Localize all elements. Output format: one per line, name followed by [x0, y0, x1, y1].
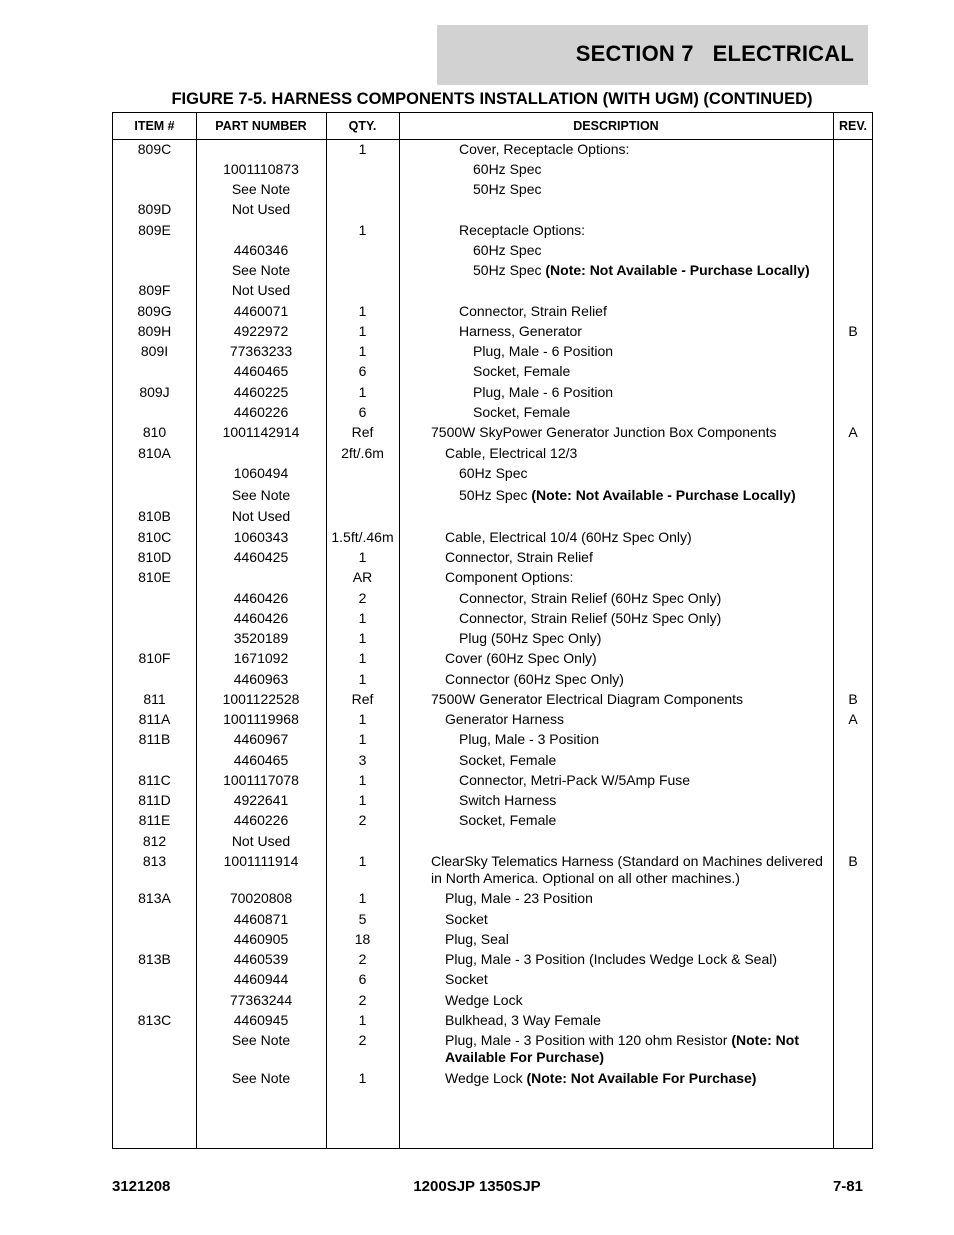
part-number-cell: See Note [231, 181, 291, 197]
description-text: Plug, Male - 3 Position with 120 ohm Resistor [445, 1032, 732, 1048]
description-cell [399, 343, 831, 360]
part-number-cell: See Note [231, 1070, 291, 1086]
section-header [437, 25, 868, 85]
part-number-cell: 4460426 [233, 610, 289, 626]
qty-cell: 1 [358, 222, 367, 238]
part-number-cell: 1001119968 [223, 711, 299, 727]
description-text: Cover, Receptacle Options: [459, 141, 630, 157]
part-number-cell: 1001117078 [223, 772, 299, 788]
description-cell [399, 650, 831, 667]
qty-cell: 1 [358, 731, 367, 747]
description-cell [399, 242, 831, 259]
description-cell [399, 424, 831, 441]
description-text: Cable, Electrical 12/3 [445, 445, 578, 461]
description-text: Receptacle Options: [459, 222, 586, 238]
description-cell [399, 911, 831, 928]
description-note: (Note: Not Available - Purchase Locally) [531, 487, 796, 503]
part-number-cell: 1671092 [233, 650, 289, 666]
description-cell [399, 590, 831, 607]
description-text: Socket [445, 971, 488, 987]
description-text: Generator Harness [445, 711, 565, 727]
description-line [459, 752, 831, 769]
description-text: Socket, Female [459, 752, 557, 768]
part-number-cell: 4460905 [233, 931, 289, 947]
qty-cell: 1 [358, 141, 367, 157]
item-cell: 810A [138, 445, 171, 461]
description-line [473, 181, 831, 198]
description-text: 7500W Generator Electrical Diagram Components [431, 691, 744, 707]
description-cell [399, 711, 831, 728]
description-cell [399, 1070, 831, 1087]
qty-cell: Ref [351, 691, 374, 707]
description-text-cont: in North America. Optional on all other machines.) [431, 870, 740, 886]
figure-title: FIGURE 7-5. HARNESS COMPONENTS INSTALLATION (WITH UGM) (CONTINUED) [171, 90, 813, 108]
description-line [445, 890, 831, 907]
rev-cell: A [848, 424, 858, 440]
description-line [445, 911, 831, 928]
description-text: Cover (60Hz Spec Only) [445, 650, 597, 666]
description-note-cont: Available For Purchase) [445, 1049, 604, 1065]
qty-cell: 2 [358, 1032, 367, 1048]
qty-cell: 1 [358, 384, 367, 400]
description-line [459, 590, 831, 607]
col-header-part-number: PART NUMBER [215, 119, 307, 133]
description-text: 50Hz Spec [473, 262, 546, 278]
description-text: 60Hz Spec [473, 242, 542, 258]
section-title: SECTION 7 ELECTRICAL [575, 41, 854, 66]
description-text: 60Hz Spec [459, 465, 528, 481]
description-cell [399, 303, 831, 320]
description-cell [399, 971, 831, 988]
description-line [445, 1070, 831, 1087]
description-line [459, 222, 831, 239]
item-cell: 811B [138, 731, 171, 747]
part-number-cell: 4460425 [233, 549, 289, 565]
description-cell [399, 610, 831, 627]
description-text: Plug, Male - 3 Position (Includes Wedge Lock & Seal) [445, 951, 778, 967]
description-cell [399, 161, 831, 178]
part-number-cell: Not Used [231, 508, 291, 524]
part-number-cell: 4460071 [233, 303, 289, 319]
description-line [459, 812, 831, 829]
part-number-cell: 4460226 [233, 404, 289, 420]
description-line [473, 343, 831, 360]
part-number-cell: 1060494 [233, 465, 289, 481]
description-cell [399, 529, 831, 546]
description-text: Plug, Male - 6 Position [473, 343, 614, 359]
part-number-cell: 4922641 [233, 792, 289, 808]
description-text: Connector (60Hz Spec Only) [445, 671, 624, 687]
item-cell: 809C [137, 141, 172, 157]
description-text: Socket, Female [459, 812, 557, 828]
part-number-cell: See Note [231, 262, 291, 278]
footer-page-number: 7-81 [832, 1178, 863, 1195]
description-cell [399, 992, 831, 1009]
description-line [445, 711, 831, 728]
part-number-cell: Not Used [231, 282, 291, 298]
description-cell [399, 569, 831, 586]
part-number-cell: 77363233 [229, 343, 293, 359]
description-cell [399, 691, 831, 708]
part-number-cell: 4460963 [233, 671, 289, 687]
qty-cell: 1 [358, 711, 367, 727]
description-cell [399, 549, 831, 566]
description-cell [399, 404, 831, 421]
item-cell: 809D [137, 201, 172, 217]
description-cell [399, 181, 831, 198]
description-text: Connector, Strain Relief [445, 549, 593, 565]
description-cell [399, 890, 831, 907]
description-cell [399, 222, 831, 239]
qty-cell: 2 [358, 590, 367, 606]
description-cell [399, 445, 831, 462]
part-number-cell: 4460426 [233, 590, 289, 606]
part-number-cell: 4460944 [233, 971, 289, 987]
description-line [445, 931, 831, 948]
part-number-cell: 4922972 [233, 323, 289, 339]
qty-cell: 2 [358, 951, 367, 967]
description-note: (Note: Not Available - Purchase Locally) [545, 262, 810, 278]
description-line [459, 772, 831, 789]
description-text: 50Hz Spec [473, 181, 542, 197]
col-header-qty: QTY. [348, 119, 377, 133]
description-text: Plug, Seal [445, 931, 509, 947]
qty-cell: 1 [358, 1070, 367, 1086]
description-line [459, 487, 831, 504]
description-cell [399, 752, 831, 769]
description-text: Connector, Strain Relief [459, 303, 607, 319]
description-line [473, 161, 831, 178]
description-line [445, 529, 831, 546]
qty-cell: 1 [358, 303, 367, 319]
qty-cell: 1 [358, 853, 367, 869]
description-cell [399, 465, 831, 482]
description-line [459, 610, 831, 627]
description-text: Plug, Male - 23 Position [445, 890, 593, 906]
description-line [459, 465, 831, 482]
footer-model: 1200SJP 1350SJP [413, 1178, 541, 1195]
description-text: Socket, Female [473, 363, 571, 379]
col-header-item: ITEM # [134, 119, 175, 133]
qty-cell: 1 [358, 671, 367, 687]
part-number-cell: 70020808 [229, 890, 293, 906]
description-text: Socket [445, 911, 488, 927]
description-cell [399, 323, 831, 340]
description-cell [399, 630, 831, 647]
item-cell: 809I [140, 343, 169, 359]
description-line [473, 262, 831, 279]
part-number-cell: 4460346 [233, 242, 289, 258]
description-note: (Note: Not Available For Purchase) [526, 1070, 757, 1086]
description-cell [399, 853, 831, 887]
part-number-cell: 3520189 [233, 630, 289, 646]
part-number-cell: 1060343 [233, 529, 289, 545]
part-number-cell: 1001122528 [222, 691, 300, 707]
qty-cell: 2 [358, 812, 367, 828]
item-cell: 813B [138, 951, 171, 967]
part-number-cell: 4460967 [233, 731, 289, 747]
description-text: Plug, Male - 3 Position [459, 731, 600, 747]
qty-cell: 1 [358, 772, 367, 788]
description-cell [399, 1012, 831, 1029]
qty-cell: AR [352, 569, 373, 585]
qty-cell: 5 [358, 911, 367, 927]
description-text: Harness, Generator [459, 323, 582, 339]
item-cell: 811C [138, 772, 171, 788]
item-cell: 812 [142, 833, 167, 849]
description-line [431, 691, 831, 708]
description-text: Bulkhead, 3 Way Female [445, 1012, 601, 1028]
item-cell: 813A [138, 890, 171, 906]
part-number-cell: 77363244 [229, 992, 293, 1008]
qty-cell: 1 [358, 1012, 367, 1028]
description-line [445, 951, 831, 968]
description-cell [399, 671, 831, 688]
description-text: Plug, Male - 6 Position [473, 384, 614, 400]
part-number-cell: 1001142914 [222, 424, 300, 440]
description-text: 50Hz Spec [459, 487, 532, 503]
part-number-cell: Not Used [231, 833, 291, 849]
rev-cell: A [848, 711, 858, 727]
description-line [459, 731, 831, 748]
item-cell: 809J [139, 384, 170, 400]
item-cell: 810D [137, 549, 172, 565]
col-header-rev: REV. [838, 119, 868, 133]
description-line [459, 141, 831, 158]
description-note: (Note: Not [731, 1032, 800, 1048]
rev-cell: B [848, 323, 858, 339]
part-number-cell: 4460465 [233, 752, 289, 768]
part-number-cell: 4460539 [233, 951, 289, 967]
item-cell: 813 [142, 853, 167, 869]
description-line [445, 549, 831, 566]
description-text: Wedge Lock [445, 992, 523, 1008]
description-cell [399, 951, 831, 968]
parts-table [112, 112, 873, 1149]
item-cell: 810F [138, 650, 171, 666]
qty-cell: 1 [358, 890, 367, 906]
qty-cell: 18 [354, 931, 371, 947]
description-cell [399, 487, 831, 504]
description-text: Component Options: [445, 569, 574, 585]
item-cell: 810E [138, 569, 171, 585]
description-line [445, 650, 831, 667]
description-line [459, 323, 831, 340]
part-number-cell: 1001110873 [223, 161, 299, 177]
footer-doc-number: 3121208 [112, 1178, 171, 1195]
description-text: Wedge Lock [445, 1070, 527, 1086]
part-number-cell: 4460465 [233, 363, 289, 379]
description-line [445, 992, 831, 1009]
description-line [473, 384, 831, 401]
description-line [459, 792, 831, 809]
column-divider [833, 113, 834, 1148]
qty-cell: 3 [358, 752, 367, 768]
qty-cell: 1.5ft/.46m [331, 529, 394, 545]
qty-cell: 2ft/.6m [341, 445, 384, 461]
item-cell: 811 [143, 691, 166, 707]
qty-cell: 6 [358, 971, 367, 987]
description-line [445, 445, 831, 462]
description-line [459, 630, 831, 647]
qty-cell: 1 [358, 650, 367, 666]
description-cell [399, 141, 831, 158]
description-line [445, 1032, 831, 1049]
description-cell [399, 384, 831, 401]
description-line [473, 242, 831, 259]
rev-cell: B [848, 691, 858, 707]
description-text: Plug (50Hz Spec Only) [459, 630, 602, 646]
description-line [431, 853, 831, 870]
qty-cell: 1 [358, 792, 367, 808]
item-cell: 810C [137, 529, 172, 545]
description-cell [399, 792, 831, 809]
qty-cell: 1 [358, 343, 367, 359]
description-text: Switch Harness [459, 792, 557, 808]
description-cell [399, 1032, 831, 1066]
description-cell [399, 931, 831, 948]
description-line [445, 569, 831, 586]
qty-cell: 1 [358, 630, 367, 646]
part-number-cell: See Note [231, 1032, 291, 1048]
description-line [473, 363, 831, 380]
description-line [431, 424, 831, 441]
qty-cell: 1 [358, 323, 367, 339]
part-number-cell: 4460945 [233, 1012, 289, 1028]
item-cell: 809G [137, 303, 172, 319]
description-text: 60Hz Spec [473, 161, 542, 177]
description-line [445, 1012, 831, 1029]
description-line [459, 303, 831, 320]
item-cell: 809H [137, 323, 172, 339]
qty-cell: 1 [358, 610, 367, 626]
part-number-cell: 4460871 [233, 911, 289, 927]
item-cell: 809F [138, 282, 171, 298]
description-text: Connector, Strain Relief (60Hz Spec Only) [459, 590, 722, 606]
description-line [445, 971, 831, 988]
item-cell: 810 [142, 424, 167, 440]
item-cell: 809E [138, 222, 171, 238]
description-cell [399, 812, 831, 829]
item-cell: 811E [138, 812, 171, 828]
qty-cell: 2 [358, 992, 367, 1008]
description-text: 7500W SkyPower Generator Junction Box Components [431, 424, 777, 440]
qty-cell: 6 [358, 363, 367, 379]
header-divider [113, 139, 872, 140]
part-number-cell: 4460225 [233, 384, 289, 400]
qty-cell: 1 [358, 549, 367, 565]
description-line [445, 671, 831, 688]
part-number-cell: Not Used [231, 201, 291, 217]
item-cell: 810B [138, 508, 171, 524]
description-cell [399, 772, 831, 789]
description-cell [399, 731, 831, 748]
col-header-description: DESCRIPTION [573, 119, 659, 133]
item-cell: 811D [138, 792, 171, 808]
part-number-cell: See Note [231, 487, 291, 503]
item-cell: 811A [138, 711, 171, 727]
description-line [473, 404, 831, 421]
description-text: Connector, Metri-Pack W/5Amp Fuse [459, 772, 691, 788]
item-cell: 813C [137, 1012, 172, 1028]
description-text: Socket, Female [473, 404, 571, 420]
part-number-cell: 4460226 [233, 812, 289, 828]
description-cell [399, 262, 831, 279]
qty-cell: Ref [351, 424, 374, 440]
description-text: ClearSky Telematics Harness (Standard on Machines delivered [431, 853, 823, 869]
part-number-cell: 1001111914 [223, 853, 299, 869]
description-cell [399, 363, 831, 380]
qty-cell: 6 [358, 404, 367, 420]
description-text: Connector, Strain Relief (50Hz Spec Only) [459, 610, 722, 626]
description-text: Cable, Electrical 10/4 (60Hz Spec Only) [445, 529, 692, 545]
rev-cell: B [848, 853, 858, 869]
